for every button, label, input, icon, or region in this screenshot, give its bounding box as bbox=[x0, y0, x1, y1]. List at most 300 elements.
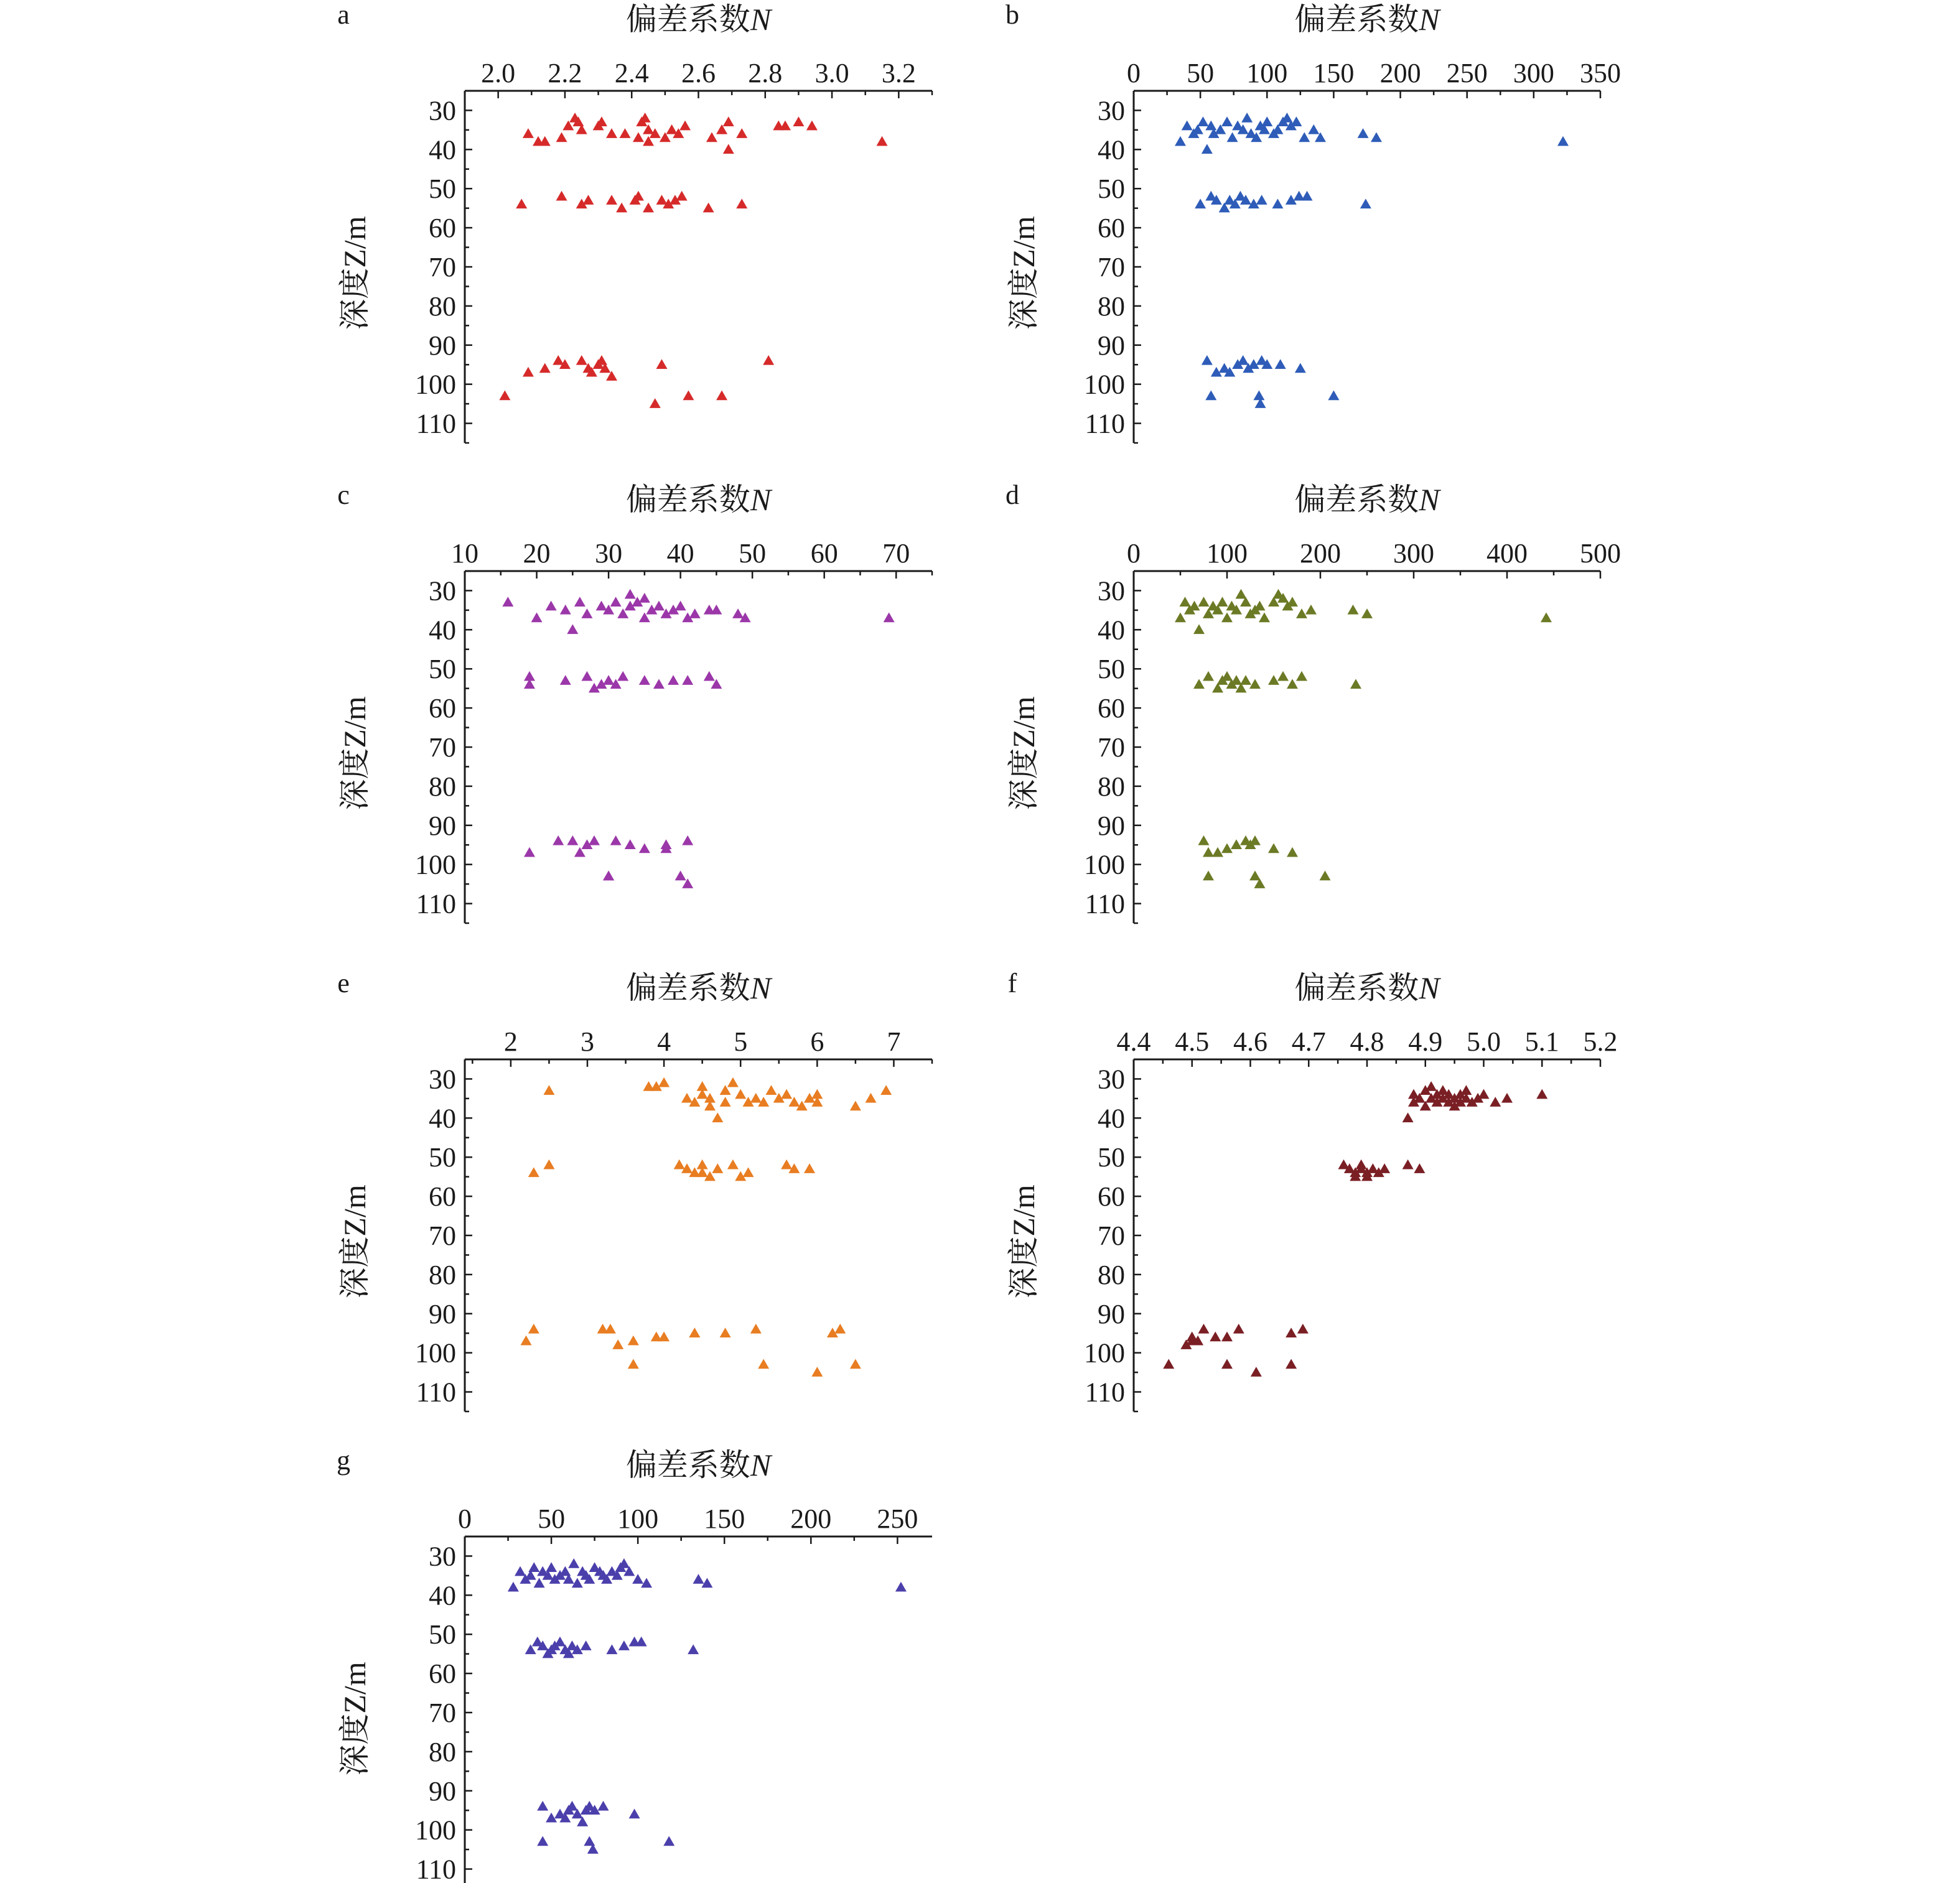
y-tick-label-f: 80 bbox=[1098, 1259, 1125, 1290]
data-point-c bbox=[884, 612, 895, 622]
data-point-g bbox=[546, 1562, 557, 1572]
data-point-b bbox=[1358, 128, 1369, 138]
x-tick-label-a: 2.6 bbox=[681, 58, 716, 88]
data-point-d bbox=[1249, 835, 1261, 845]
x-tick-label-g: 100 bbox=[617, 1504, 659, 1534]
y-tick-label-e: 70 bbox=[429, 1220, 456, 1251]
data-point-b bbox=[1308, 124, 1319, 134]
data-point-a bbox=[716, 391, 727, 401]
data-point-a bbox=[619, 128, 630, 138]
data-point-a bbox=[576, 355, 587, 365]
y-tick-label-b: 70 bbox=[1098, 252, 1125, 282]
data-point-c bbox=[574, 597, 586, 607]
data-point-a bbox=[606, 128, 617, 138]
data-point-e bbox=[658, 1077, 670, 1087]
panel-label-g: g bbox=[337, 1445, 350, 1476]
data-point-g bbox=[508, 1582, 519, 1592]
data-point-e bbox=[674, 1160, 685, 1169]
y-tick-label-c: 90 bbox=[429, 810, 456, 841]
chart-panel-d bbox=[1006, 480, 1621, 923]
data-point-c bbox=[567, 624, 578, 634]
data-point-a bbox=[736, 128, 747, 138]
data-point-f bbox=[1163, 1359, 1174, 1369]
y-tick-label-c: 30 bbox=[429, 575, 456, 607]
y-tick-label-e: 110 bbox=[416, 1377, 456, 1408]
x-tick-label-a: 3.0 bbox=[814, 58, 849, 88]
data-point-d bbox=[1175, 612, 1186, 622]
data-point-c bbox=[689, 608, 701, 618]
data-point-g bbox=[636, 1637, 647, 1647]
data-point-a bbox=[877, 136, 888, 146]
data-point-f bbox=[1297, 1324, 1309, 1334]
data-point-f bbox=[1426, 1081, 1437, 1091]
y-tick-label-a: 30 bbox=[429, 95, 456, 126]
data-point-b bbox=[1272, 198, 1283, 208]
data-point-d bbox=[1193, 624, 1205, 634]
y-tick-label-f: 100 bbox=[1084, 1337, 1125, 1369]
data-point-d bbox=[1350, 679, 1361, 689]
data-point-d bbox=[1240, 675, 1251, 685]
data-point-g bbox=[663, 1836, 674, 1846]
data-point-a bbox=[793, 116, 804, 126]
data-point-e bbox=[712, 1163, 723, 1173]
data-point-d bbox=[1193, 679, 1205, 689]
data-point-g bbox=[537, 1801, 548, 1811]
data-point-g bbox=[693, 1574, 704, 1584]
data-point-d bbox=[1268, 844, 1279, 853]
data-point-g bbox=[598, 1801, 609, 1811]
x-tick-label-e: 5 bbox=[734, 1026, 748, 1057]
data-point-d bbox=[1268, 675, 1279, 685]
data-point-c bbox=[704, 671, 715, 681]
data-point-b bbox=[1290, 116, 1302, 126]
data-point-a bbox=[633, 132, 644, 142]
x-tick-label-e: 2 bbox=[503, 1026, 518, 1057]
data-point-c bbox=[732, 608, 744, 618]
data-point-b bbox=[1253, 391, 1264, 401]
data-point-c bbox=[596, 601, 607, 611]
y-tick-label-d: 100 bbox=[1084, 849, 1125, 880]
data-point-e bbox=[781, 1160, 792, 1169]
x-tick-label-d: 400 bbox=[1486, 538, 1528, 569]
x-tick-label-c: 10 bbox=[451, 538, 478, 569]
panel-label-f: f bbox=[1007, 968, 1017, 998]
data-point-f bbox=[1490, 1097, 1501, 1107]
data-point-d bbox=[1217, 597, 1228, 607]
data-point-c bbox=[653, 679, 665, 689]
data-point-e bbox=[543, 1160, 554, 1169]
data-point-b bbox=[1299, 132, 1310, 142]
data-point-c bbox=[581, 608, 592, 618]
y-tick-label-e: 60 bbox=[429, 1181, 456, 1212]
data-point-a bbox=[723, 144, 734, 154]
y-axis-title-g: 深度Z/m bbox=[337, 1662, 372, 1776]
data-point-d bbox=[1254, 601, 1266, 611]
data-point-a bbox=[596, 355, 607, 365]
data-point-e bbox=[528, 1324, 539, 1334]
y-tick-label-e: 80 bbox=[429, 1259, 456, 1290]
x-tick-label-b: 0 bbox=[1127, 58, 1141, 88]
data-point-b bbox=[1256, 195, 1267, 205]
data-point-a bbox=[676, 191, 688, 201]
data-point-b bbox=[1360, 198, 1371, 208]
x-tick-label-c: 40 bbox=[666, 538, 694, 569]
data-point-a bbox=[633, 191, 644, 201]
data-point-e bbox=[681, 1093, 693, 1103]
data-point-d bbox=[1296, 608, 1307, 618]
y-tick-label-g: 40 bbox=[429, 1580, 456, 1611]
data-point-d bbox=[1198, 835, 1210, 845]
data-point-e bbox=[743, 1167, 754, 1177]
y-tick-label-a: 70 bbox=[429, 252, 456, 282]
data-point-d bbox=[1249, 679, 1261, 689]
data-point-g bbox=[554, 1637, 566, 1647]
x-tick-label-c: 20 bbox=[523, 538, 551, 569]
panel-label-a: a bbox=[337, 0, 350, 30]
data-point-f bbox=[1286, 1327, 1297, 1337]
data-point-f bbox=[1198, 1324, 1210, 1334]
data-point-e bbox=[605, 1324, 616, 1334]
data-point-a bbox=[683, 391, 694, 401]
x-tick-label-a: 2.0 bbox=[481, 58, 516, 88]
data-point-b bbox=[1261, 116, 1272, 126]
data-point-c bbox=[524, 671, 535, 681]
data-point-b bbox=[1202, 355, 1213, 365]
data-point-g bbox=[581, 1640, 592, 1650]
data-point-d bbox=[1361, 608, 1373, 618]
data-point-b bbox=[1202, 144, 1213, 154]
panel-label-e: e bbox=[337, 968, 350, 998]
data-point-c bbox=[639, 844, 650, 853]
x-tick-label-c: 60 bbox=[810, 538, 838, 569]
chart-panel-c bbox=[337, 480, 932, 923]
x-tick-label-c: 50 bbox=[739, 538, 767, 569]
data-point-a bbox=[523, 128, 534, 138]
y-tick-label-g: 90 bbox=[429, 1775, 456, 1806]
y-tick-label-b: 90 bbox=[1098, 330, 1125, 361]
data-point-b bbox=[1195, 198, 1206, 208]
data-point-d bbox=[1231, 839, 1242, 849]
data-point-a bbox=[643, 203, 654, 213]
y-tick-label-c: 60 bbox=[429, 693, 456, 724]
y-tick-label-g: 70 bbox=[429, 1698, 456, 1728]
x-tick-label-g: 250 bbox=[877, 1504, 918, 1534]
y-axis-title-a: 深度Z/m bbox=[337, 216, 372, 330]
chart-panel-b bbox=[1006, 0, 1621, 443]
data-point-c bbox=[639, 593, 650, 603]
data-point-e bbox=[658, 1332, 670, 1342]
data-point-d bbox=[1236, 589, 1247, 599]
data-point-f bbox=[1402, 1160, 1414, 1169]
data-point-b bbox=[1197, 116, 1208, 126]
y-tick-label-g: 50 bbox=[429, 1619, 456, 1650]
x-tick-label-a: 3.2 bbox=[881, 58, 916, 88]
data-point-f bbox=[1478, 1089, 1490, 1099]
data-point-g bbox=[606, 1644, 617, 1654]
y-tick-label-e: 50 bbox=[429, 1142, 456, 1173]
x-tick-label-c: 70 bbox=[882, 538, 910, 569]
data-point-a bbox=[553, 355, 564, 365]
data-point-f bbox=[1286, 1359, 1297, 1369]
chart-panel-a bbox=[337, 0, 932, 443]
y-tick-label-f: 50 bbox=[1098, 1142, 1125, 1173]
x-axis-title-g: 偏差系数N bbox=[625, 1448, 772, 1482]
data-point-c bbox=[625, 589, 636, 599]
data-point-f bbox=[1536, 1089, 1547, 1099]
data-point-c bbox=[675, 601, 686, 611]
y-tick-label-d: 30 bbox=[1098, 575, 1125, 607]
y-tick-label-f: 110 bbox=[1085, 1377, 1125, 1408]
data-point-b bbox=[1371, 132, 1382, 142]
data-point-a bbox=[556, 132, 567, 142]
chart-panel-f bbox=[1006, 968, 1618, 1411]
y-tick-label-d: 70 bbox=[1098, 732, 1125, 763]
x-tick-label-g: 200 bbox=[790, 1504, 832, 1534]
x-tick-label-b: 300 bbox=[1513, 58, 1554, 88]
x-tick-label-g: 50 bbox=[538, 1504, 566, 1534]
data-point-e bbox=[727, 1077, 739, 1087]
y-tick-label-e: 100 bbox=[415, 1337, 456, 1369]
y-tick-label-a: 110 bbox=[416, 408, 456, 439]
x-tick-label-b: 200 bbox=[1379, 58, 1421, 88]
data-point-e bbox=[628, 1359, 639, 1369]
data-point-b bbox=[1275, 359, 1286, 369]
y-axis-title-c: 深度Z/m bbox=[337, 696, 372, 811]
data-point-c bbox=[675, 871, 686, 881]
data-point-c bbox=[711, 605, 722, 615]
data-point-c bbox=[625, 839, 636, 849]
data-point-e bbox=[850, 1359, 861, 1369]
y-tick-label-d: 40 bbox=[1098, 615, 1125, 646]
data-point-f bbox=[1414, 1163, 1425, 1173]
data-point-g bbox=[584, 1836, 595, 1846]
x-tick-label-f: 5.1 bbox=[1524, 1026, 1559, 1057]
x-tick-label-b: 150 bbox=[1313, 58, 1355, 88]
x-tick-label-a: 2.4 bbox=[614, 58, 649, 88]
y-tick-label-c: 50 bbox=[429, 654, 456, 685]
data-point-e bbox=[765, 1085, 777, 1095]
y-tick-label-g: 80 bbox=[429, 1736, 456, 1767]
data-point-e bbox=[520, 1336, 531, 1346]
data-point-c bbox=[668, 675, 679, 685]
x-tick-label-f: 4.5 bbox=[1175, 1026, 1210, 1057]
data-point-d bbox=[1198, 597, 1210, 607]
y-tick-label-e: 90 bbox=[429, 1298, 456, 1329]
y-tick-label-a: 100 bbox=[415, 369, 456, 400]
data-point-a bbox=[499, 391, 510, 401]
x-tick-label-e: 7 bbox=[887, 1026, 901, 1057]
data-point-d bbox=[1277, 671, 1289, 681]
data-point-b bbox=[1241, 113, 1253, 123]
x-tick-label-f: 4.4 bbox=[1116, 1026, 1151, 1057]
data-point-a bbox=[736, 198, 747, 208]
data-point-e bbox=[689, 1327, 700, 1337]
data-point-d bbox=[1189, 601, 1200, 611]
y-tick-label-b: 40 bbox=[1098, 134, 1125, 165]
panel-label-c: c bbox=[337, 480, 350, 510]
x-tick-label-g: 150 bbox=[704, 1504, 745, 1534]
data-point-d bbox=[1221, 844, 1233, 853]
y-tick-label-b: 30 bbox=[1098, 95, 1125, 126]
data-point-c bbox=[653, 601, 665, 611]
data-point-b bbox=[1175, 136, 1186, 146]
data-point-f bbox=[1501, 1093, 1513, 1103]
x-axis-title-a: 偏差系数N bbox=[625, 2, 772, 37]
data-point-g bbox=[568, 1558, 579, 1568]
data-point-c bbox=[581, 671, 592, 681]
y-tick-label-f: 90 bbox=[1098, 1298, 1125, 1329]
data-point-e bbox=[834, 1324, 846, 1334]
y-tick-label-b: 100 bbox=[1084, 369, 1125, 400]
data-point-a bbox=[656, 195, 667, 205]
y-tick-label-c: 100 bbox=[415, 849, 456, 880]
data-point-e bbox=[735, 1089, 746, 1099]
x-tick-label-f: 4.6 bbox=[1233, 1026, 1267, 1057]
y-tick-label-f: 60 bbox=[1098, 1181, 1125, 1212]
panel-label-b: b bbox=[1006, 0, 1019, 30]
data-point-b bbox=[1205, 391, 1216, 401]
data-point-g bbox=[528, 1562, 539, 1572]
x-tick-label-b: 250 bbox=[1446, 58, 1488, 88]
y-tick-label-d: 60 bbox=[1098, 693, 1125, 724]
x-axis-title-e: 偏差系数N bbox=[625, 970, 772, 1005]
data-point-a bbox=[656, 359, 667, 369]
data-point-c bbox=[553, 835, 564, 845]
data-point-c bbox=[603, 675, 614, 685]
data-point-b bbox=[1295, 363, 1306, 373]
data-point-a bbox=[606, 195, 617, 205]
y-tick-label-g: 100 bbox=[415, 1815, 456, 1846]
x-tick-label-a: 2.8 bbox=[748, 58, 783, 88]
data-point-a bbox=[679, 121, 691, 131]
data-point-e bbox=[781, 1089, 792, 1099]
data-point-f bbox=[1221, 1359, 1233, 1369]
data-point-a bbox=[539, 363, 551, 373]
data-point-c bbox=[603, 871, 614, 881]
data-point-d bbox=[1203, 847, 1214, 857]
x-tick-label-e: 4 bbox=[657, 1026, 671, 1057]
data-point-c bbox=[639, 675, 650, 685]
x-tick-label-d: 0 bbox=[1127, 538, 1141, 569]
data-point-d bbox=[1180, 597, 1191, 607]
x-tick-label-e: 6 bbox=[810, 1026, 824, 1057]
data-point-c bbox=[589, 835, 600, 845]
data-point-d bbox=[1320, 871, 1331, 881]
data-point-e bbox=[850, 1100, 861, 1110]
data-point-d bbox=[1249, 871, 1261, 881]
data-point-c bbox=[610, 597, 622, 607]
data-point-d bbox=[1287, 679, 1298, 689]
data-point-c bbox=[617, 671, 628, 681]
x-axis-title-f: 偏差系数N bbox=[1294, 970, 1440, 1005]
data-point-c bbox=[610, 835, 622, 845]
data-point-e bbox=[697, 1081, 708, 1091]
data-point-d bbox=[1221, 612, 1233, 622]
data-point-e bbox=[720, 1327, 731, 1337]
x-tick-label-d: 100 bbox=[1206, 538, 1248, 569]
data-point-a bbox=[523, 367, 534, 377]
data-point-e bbox=[712, 1112, 723, 1122]
y-axis-title-d: 深度Z/m bbox=[1006, 696, 1041, 811]
data-point-d bbox=[1221, 671, 1233, 681]
data-point-c bbox=[567, 835, 578, 845]
y-tick-label-f: 40 bbox=[1098, 1103, 1125, 1134]
data-point-g bbox=[618, 1640, 630, 1650]
data-point-a bbox=[763, 355, 774, 365]
y-tick-label-c: 70 bbox=[429, 732, 456, 763]
x-tick-label-e: 3 bbox=[580, 1026, 594, 1057]
data-point-e bbox=[697, 1160, 708, 1169]
y-tick-label-g: 30 bbox=[429, 1541, 456, 1572]
data-point-c bbox=[546, 601, 557, 611]
y-tick-label-c: 110 bbox=[416, 888, 456, 919]
data-point-d bbox=[1287, 597, 1298, 607]
data-point-e bbox=[866, 1093, 877, 1103]
data-point-a bbox=[556, 191, 567, 201]
x-tick-label-f: 5.2 bbox=[1583, 1026, 1618, 1057]
data-point-e bbox=[727, 1160, 739, 1169]
data-point-e bbox=[880, 1085, 892, 1095]
data-point-b bbox=[1302, 191, 1313, 201]
data-point-e bbox=[750, 1093, 762, 1103]
data-point-b bbox=[1221, 116, 1233, 126]
data-point-g bbox=[537, 1836, 548, 1846]
y-tick-label-e: 40 bbox=[429, 1103, 456, 1134]
data-point-g bbox=[629, 1809, 640, 1819]
x-axis-title-d: 偏差系数N bbox=[1294, 482, 1440, 517]
y-tick-label-d: 90 bbox=[1098, 810, 1125, 841]
data-point-d bbox=[1305, 605, 1317, 615]
y-tick-label-d: 110 bbox=[1085, 888, 1125, 919]
panel-label-d: d bbox=[1006, 480, 1019, 510]
x-tick-label-b: 100 bbox=[1246, 58, 1288, 88]
x-tick-label-b: 350 bbox=[1580, 58, 1621, 88]
data-point-a bbox=[666, 124, 678, 134]
y-tick-label-b: 50 bbox=[1098, 174, 1125, 205]
y-tick-label-f: 30 bbox=[1098, 1064, 1125, 1095]
data-point-c bbox=[682, 675, 693, 685]
data-point-a bbox=[806, 121, 818, 131]
y-tick-label-a: 90 bbox=[429, 330, 456, 361]
data-point-b bbox=[1182, 121, 1193, 131]
chart-panel-g bbox=[337, 1445, 932, 1883]
data-point-a bbox=[650, 398, 661, 408]
data-point-f bbox=[1210, 1332, 1221, 1342]
data-point-a bbox=[706, 132, 717, 142]
y-axis-title-b: 深度Z/m bbox=[1006, 216, 1041, 330]
data-point-d bbox=[1287, 847, 1298, 857]
y-tick-label-d: 80 bbox=[1098, 771, 1125, 802]
data-point-a bbox=[616, 203, 627, 213]
data-point-e bbox=[543, 1085, 554, 1095]
data-point-f bbox=[1233, 1324, 1244, 1334]
data-point-e bbox=[628, 1336, 639, 1346]
data-point-c bbox=[502, 597, 513, 607]
x-tick-label-g: 0 bbox=[458, 1504, 472, 1534]
data-point-e bbox=[804, 1163, 815, 1173]
x-tick-label-b: 50 bbox=[1187, 58, 1215, 88]
x-tick-label-d: 300 bbox=[1393, 538, 1434, 569]
data-point-g bbox=[688, 1644, 699, 1654]
y-tick-label-e: 30 bbox=[429, 1064, 456, 1095]
data-point-e bbox=[811, 1367, 823, 1377]
data-point-f bbox=[1221, 1332, 1233, 1342]
data-point-d bbox=[1296, 671, 1307, 681]
y-tick-label-a: 60 bbox=[429, 213, 456, 244]
data-point-c bbox=[531, 612, 543, 622]
data-point-e bbox=[720, 1097, 731, 1107]
y-axis-title-f: 深度Z/m bbox=[1006, 1184, 1041, 1299]
